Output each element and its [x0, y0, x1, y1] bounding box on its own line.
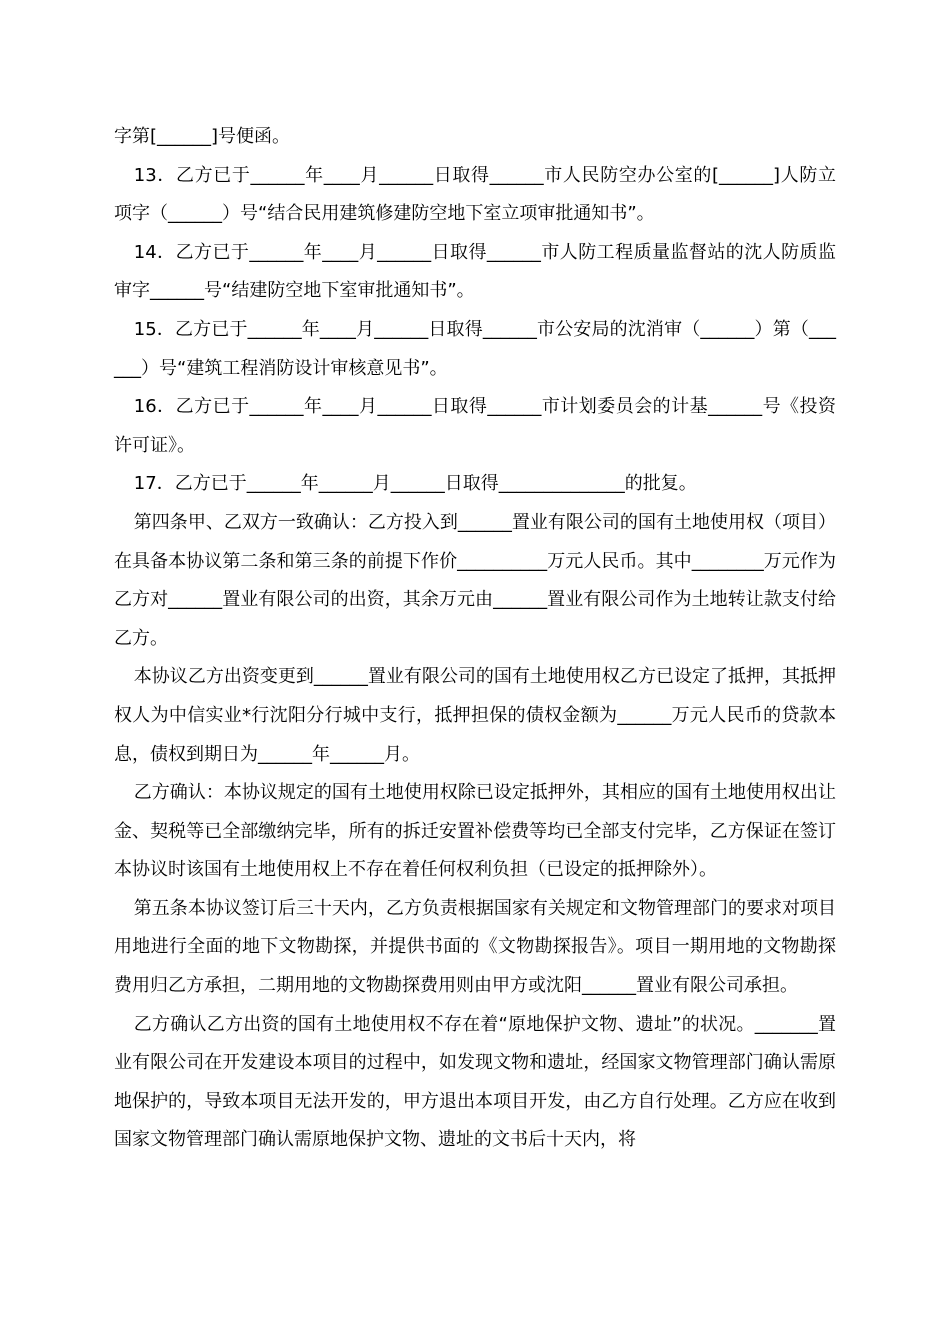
paragraph-continuation: 字第[______]号便函。	[114, 126, 291, 147]
paragraph-item-15: 15．乙方已于______年____月______日取得______市公安局的沈消审（______）第（______）号“建筑工程消防设计审核意见书”。	[114, 318, 836, 379]
document-page	[114, 118, 836, 1160]
paragraph-item-16: 16．乙方已于______年____月______日取得______市计划委员会的计基______号《投资许可证》。	[114, 396, 836, 456]
paragraph-mortgage: 本协议乙方出资变更到______置业有限公司的国有土地使用权乙方已设定了抵押，其抵押权人为中信实业*行沈阳分行城中支行，抵押担保的债权金额为______万元人民币的贷款本息，债权到期日为______年______月。	[114, 666, 836, 765]
paragraph-article-4: 第四条甲、乙双方一致确认：乙方投入到______置业有限公司的国有土地使用权（项目）在具备本协议第二条和第三条的前提下作价__________万元人民币。其中________万元作为乙方对______置业有限公司的出资，其余万元由______置业有限公司作为土地转让款支付给乙方。	[114, 511, 836, 649]
paragraph-item-17: 17．乙方已于______年______月______日取得______________的批复。	[133, 473, 697, 495]
paragraph-item-13: 13．乙方已于______年____月______日取得______市人民防空办公室的[______]人防立项字（______）号“结合民用建筑修建防空地下室立项审批通知书”。	[114, 164, 836, 225]
paragraph-article-5: 第五条本协议签订后三十天内，乙方负责根据国家有关规定和文物管理部门的要求对项目用地进行全面的地下文物勘探，并提供书面的《文物勘探报告》。项目一期用地的文物勘探费用归乙方承担，二期用地的文物勘探费用则由甲方或沈阳______置业有限公司承担。	[114, 897, 836, 997]
paragraph-cultural-relics: 乙方确认乙方出资的国有土地使用权不存在着“原地保护文物、遗址”的状况。_______置业有限公司在开发建设本项目的过程中，如发现文物和遗址，经国家文物管理部门确认需原地保护的，导致本项目无法开发的，甲方退出本项目开发，由乙方自行处理。乙方应在收到国家文物管理部门确认需原地保护文物、遗址的文书后十天内，将	[114, 1013, 836, 1151]
paragraph-confirmation: 乙方确认：本协议规定的国有土地使用权除已设定抵押外，其相应的国有土地使用权出让金、契税等已全部缴纳完毕，所有的拆迁安置补偿费等均已全部支付完毕，乙方保证在签订本协议时该国有土地使用权上不存在着任何权利负担（已设定的抵押除外）。	[114, 782, 836, 881]
paragraph-item-14: 14．乙方已于______年____月______日取得______市人防工程质量监督站的沈人防质监审字______号“结建防空地下室审批通知书”。	[114, 241, 836, 302]
